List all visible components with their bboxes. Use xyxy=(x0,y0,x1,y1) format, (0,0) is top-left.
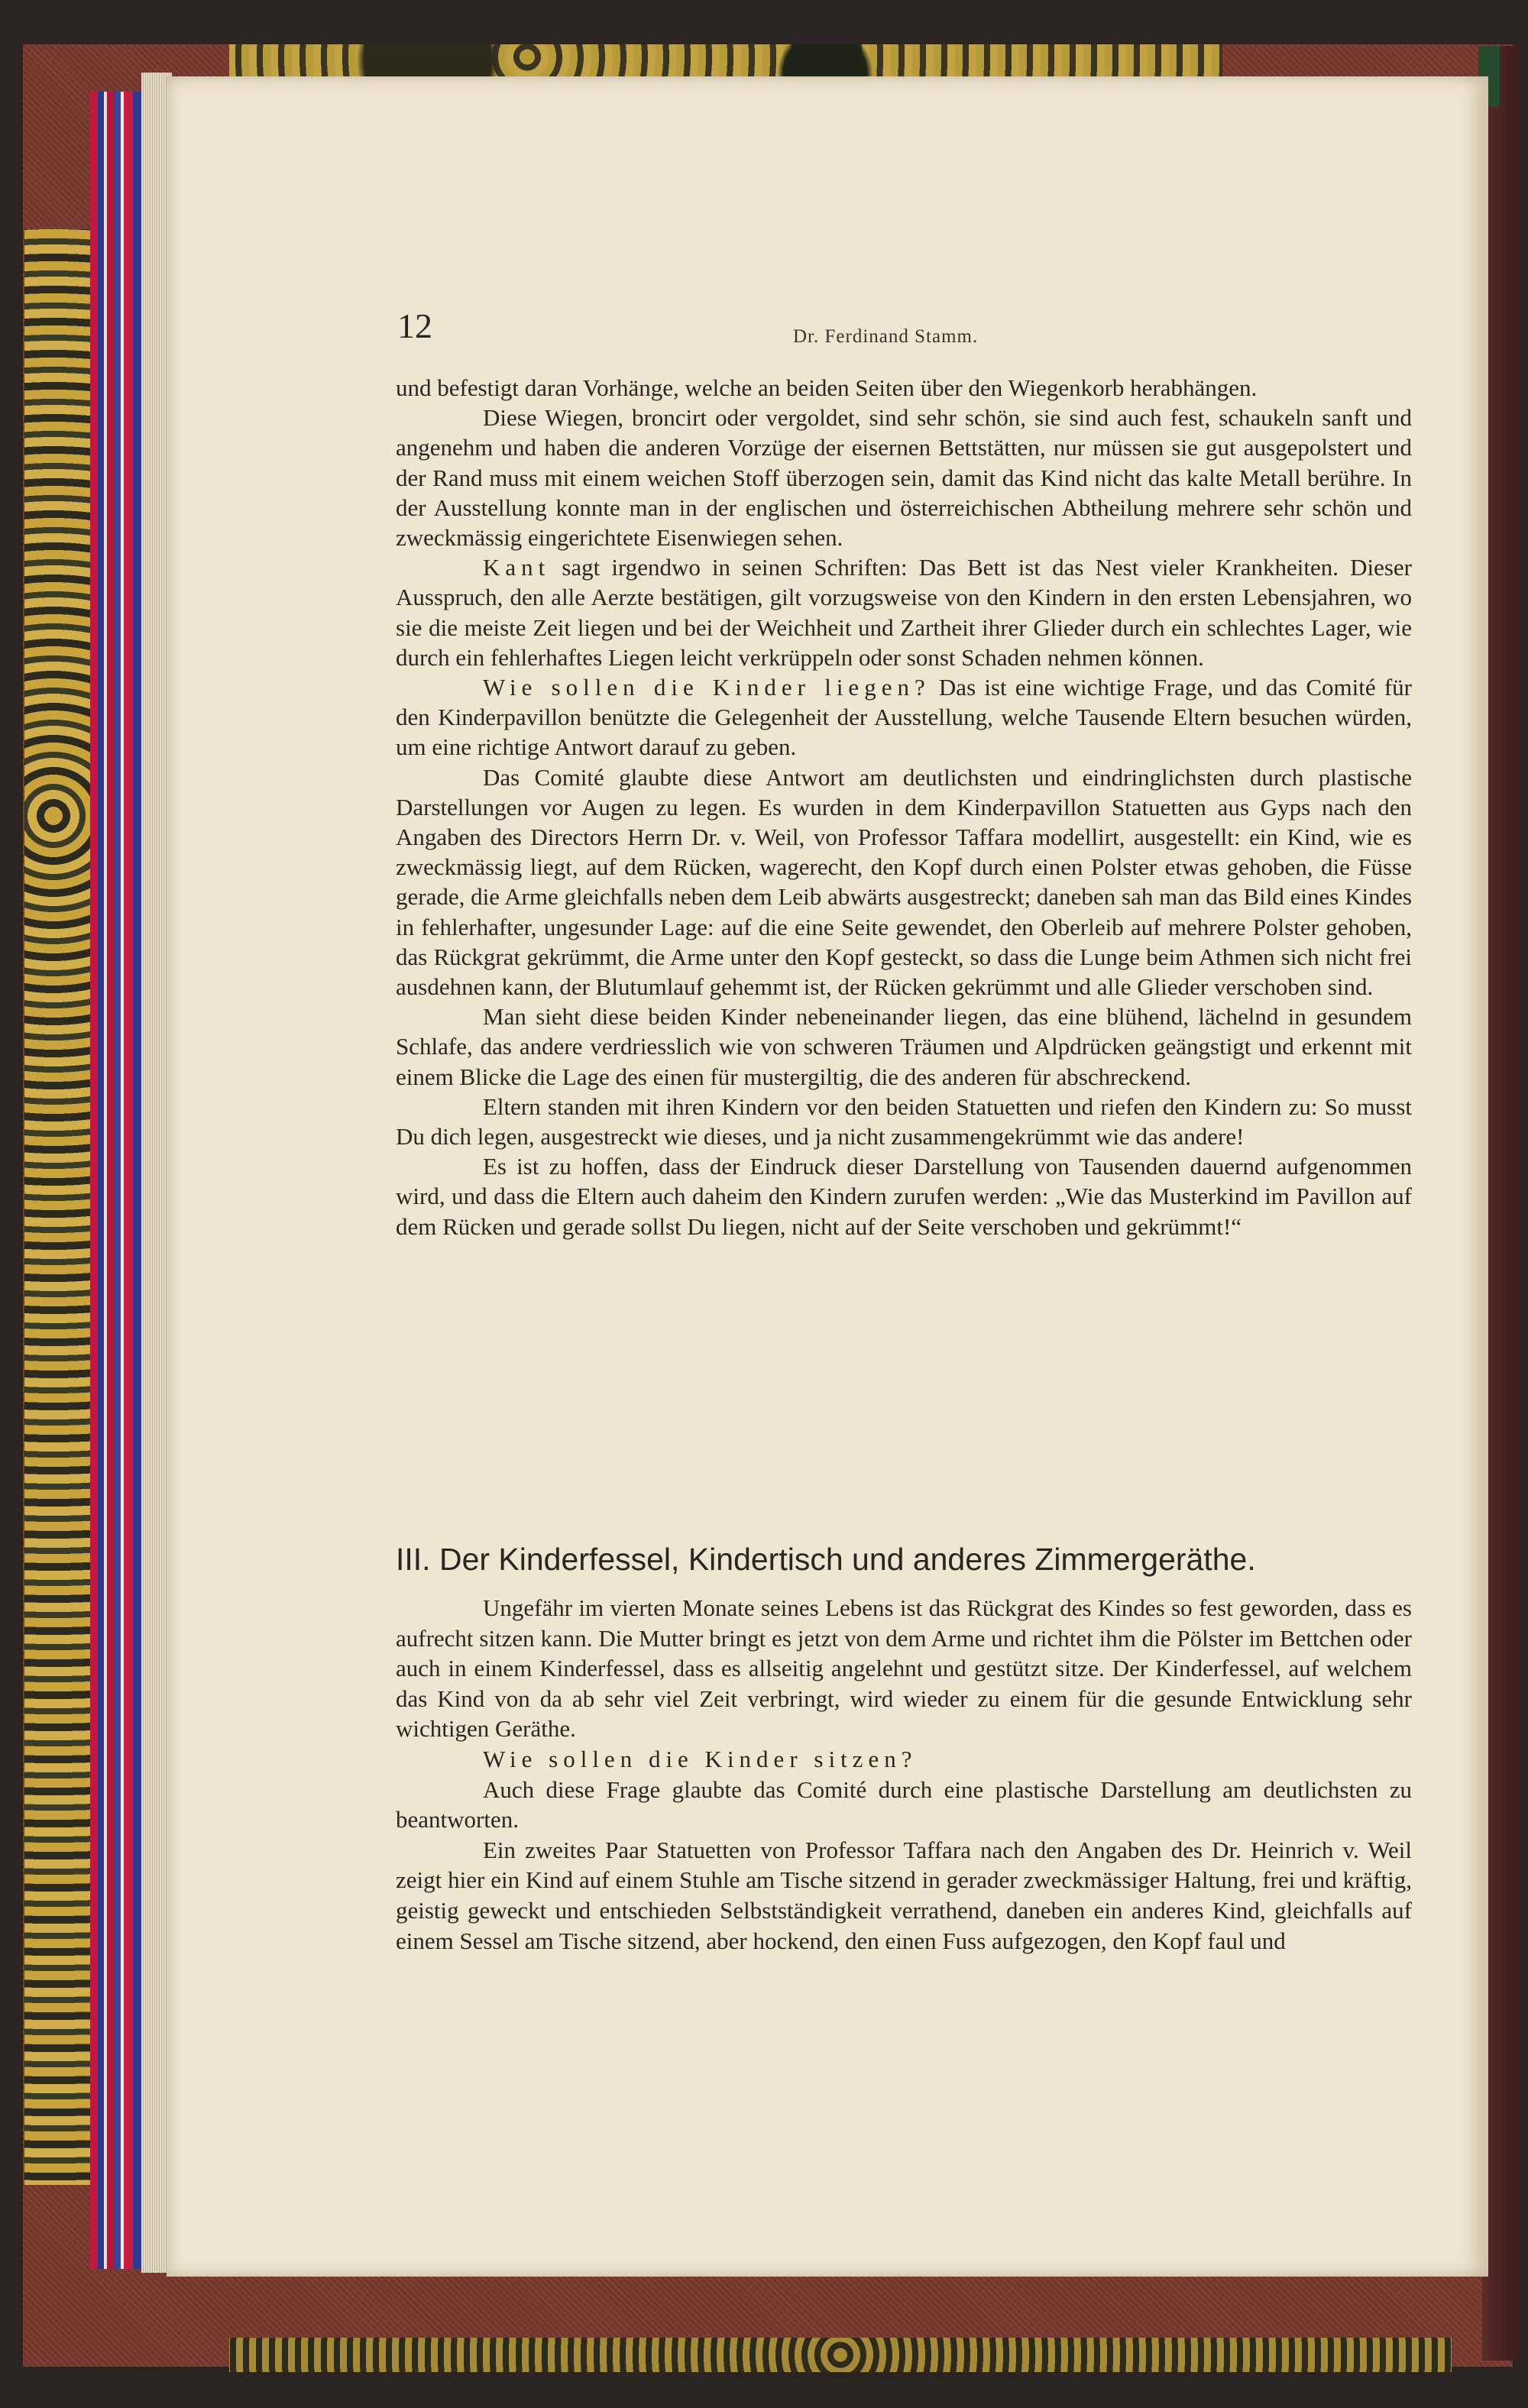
page-text xyxy=(167,76,1488,2277)
paragraph: Eltern standen mit ihren Kindern vor den beiden Statuetten und riefen den Kindern zu: So musst Du dich legen, ausgestreckt wie dieses, und ja nicht zusammengekrümmt wie das andere! xyxy=(396,1092,1412,1151)
book-page xyxy=(167,76,1488,2277)
paragraph xyxy=(396,1744,1412,1775)
marbled-board-bottom xyxy=(229,2338,1452,2372)
marbled-board-left xyxy=(24,229,97,2185)
paragraph: Auch diese Frage glaubte das Comité durch eine plastische Darstellung am deutlichsten zu beantworten. xyxy=(396,1775,1412,1834)
section-two-body xyxy=(396,1593,1412,1956)
section-one-body xyxy=(396,373,1412,1241)
section-heading: III. Der Kinderfessel, Kindertisch und anderes Zimmergeräthe. xyxy=(396,1542,1256,1577)
paragraph: Es ist zu hoffen, dass der Eindruck dieser Darstellung von Tausenden dauernd aufgenommen wird, und dass die Eltern auch daheim den Kindern zurufen werden: „Wie das Musterkind im Pavillon auf dem Rücken und gerade sollst Du liegen, nicht auf der Seite verschoben und gekrümmt!“ xyxy=(396,1153,1412,1240)
paragraph: Ungefähr im vierten Monate seines Lebens ist das Rückgrat des Kindes so fest geworden, dass es aufrecht sitzen kann. Die Mutter bringt es jetzt von dem Arme und richtet ihm die Pölster im Bettchen oder auch in einem Kinderfessel, dass es allseitig angelehnt und gestützt sitze. Der Kinderfessel, auf welchem das Kind von da ab sehr viel Zeit verbringt, wird wieder zu einem für die gesunde Entwicklung sehr wichtigen Geräthe. xyxy=(396,1594,1412,1743)
page-number: 12 xyxy=(397,306,432,345)
paragraph: Diese Wiegen, broncirt oder vergoldet, sind sehr schön, sie sind auch fest, schaukeln sanft und angenehm und haben die anderen Vorzüge der eisernen Bettstätten, nur müssen sie gut ausgepolstert und der Rand muss mit einem weichen Stoff überzogen sein, damit das Kind nicht das kalte Metall berühre. In der Ausstellung konnte man in der englischen und österreichischen Abtheilung mehrere sehr schön und zweckmässig eingerichtete Eisenwiegen sehen. xyxy=(396,404,1412,552)
paragraph: Ein zweites Paar Statuetten von Professor Taffara nach den Angaben des Dr. Heinrich v. Weil zeigt hier ein Kind auf einem Stuhle am Tische sitzend in gerader zweckmässiger Haltung, frei und kräftig, geistig geweckt und entschieden Selbstständigkeit verrathend, daneben ein anderes Kind, gleichfalls auf einem Sessel am Tische sitzend, aber hockend, den einen Fuss aufgezogen, den Kopf faul und xyxy=(396,1836,1412,1954)
paragraph xyxy=(396,672,1412,762)
emphasis: Wie sollen die Kinder sitzen? xyxy=(483,1745,918,1772)
running-head: Dr. Ferdinand Stamm. xyxy=(793,326,979,347)
paragraph-text: sagt irgendwo in seinen Schriften: Das Bett ist das Nest vieler Krankheiten. Dieser Ausspruch, den alle Aerzte bestätigen, gilt vorzugsweise von den Kindern in den ersten Lebensjahren, wo sie die meiste Zeit liegen und bei der Weichheit und Zartheit ihrer Glieder durch ein schlechtes Lager, wie durch ein fehlerhaftes Liegen leicht verkrüppeln oder sonst Schaden nehmen können. xyxy=(396,554,1412,671)
paragraph-text: Das ist eine wichtige Frage, und das Comité für den Kinderpavillon benützte die Gelegenheit der Ausstellung, welche Tausende Eltern besuchen würden, um eine richtige Antwort darauf zu geben. xyxy=(396,674,1412,761)
paragraph: und befestigt daran Vorhänge, welche an beiden Seiten über den Wiegenkorb herabhängen. xyxy=(396,374,1258,401)
paragraph: Das Comité glaubte diese Antwort am deutlichsten und eindringlichsten durch plastische Darstellungen vor Augen zu legen. Es wurden in dem Kinderpavillon Statuetten aus Gyps nach den Angaben des Directors Herrn Dr. v. Weil, von Professor Taffara modellirt, ausgestellt: ein Kind, wie es zweckmässig liegt, auf dem Rücken, wagerecht, den Kopf durch einen Polster etwas gehoben, die Füsse gerade, die Arme gleichfalls neben dem Leib abwärts ausgestreckt; daneben sah man das Bild eines Kindes in fehlerhafter, ungesunder Lage: auf die eine Seite gewendet, den Oberleib auf mehrere Polster gehoben, das Rückgrat gekrümmt, die Arme unter den Kopf gesteckt, so dass die Lunge beim Athmen sich nicht frei ausdehnen kann, der Blutumlauf gehemmt ist, der Rücken gekrümmt und alle Glieder verschoben sind. xyxy=(396,763,1412,1001)
emphasis: Wie sollen die Kinder liegen? xyxy=(483,674,931,701)
marbled-endpaper-edge xyxy=(90,92,142,2269)
emphasis: Kant xyxy=(483,554,551,581)
paragraph xyxy=(396,552,1412,672)
paragraph: Man sieht diese beiden Kinder nebeneinander liegen, das eine blühend, lächelnd in gesundem Schlafe, das andere verdriesslich wie von schweren Träumen und Alpdrücken geängstigt und erkennt mit einem Blicke die Lage des einen für mustergiltig, die des anderen für abschreckend. xyxy=(396,1003,1412,1090)
